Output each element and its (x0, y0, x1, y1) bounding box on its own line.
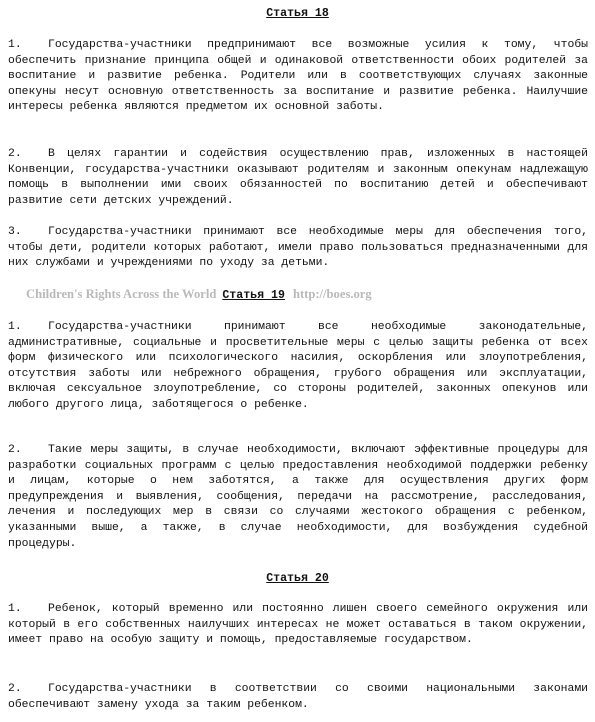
paragraph-text: Государства-участники в соответствии со своими национальными законами обеспечивают замену ухода за таким ребенком. (8, 683, 588, 711)
paragraph-number: 3. (8, 226, 22, 238)
article-19-paragraph-1 (8, 320, 588, 414)
paragraph-text: В целях гарантии и содействия осуществлению прав, изложенных в настоящей Конвенции, государства-участники оказывают родителям и законным опекунам надлежащую помощь в выполнении ими своих обязанностей по воспитанию детей и обеспечивают развитие сети детских учреждений. (8, 148, 588, 207)
paragraph-text: Ребенок, который временно или постоянно лишен своего семейного окружения или который в его собственных наилучших интересах не может оставаться в таком окружении, имеет право на особую защиту и помощь, предоставляемые государством. (8, 603, 588, 647)
article-19-paragraph-2 (8, 443, 588, 552)
article-18-paragraph-1 (8, 38, 588, 116)
paragraph-text: Такие меры защиты, в случае необходимости, включают эффективные процедуры для разработки социальных программ с целью предоставления необходимой поддержки ребенку и лицам, которые о нем заботятся, а также для осуществления других форм предупреждения и выявления, сообщения, передачи на рассмотрение, расследования, лечения и последующих мер в связи со случаями жестокого обращения с ребенком, указанными выше, а также, в случае необходимости, для возбуждения судебной процедуры. (8, 444, 588, 550)
paragraph-number: 2. (8, 148, 22, 160)
paragraph-number: 1. (8, 603, 22, 615)
article-20-heading: Статья 20 (266, 572, 329, 585)
paragraph-number: 1. (8, 39, 22, 51)
article-20-paragraph-1 (8, 602, 588, 649)
article-19-heading: Статья 19 (222, 289, 285, 302)
watermark-url: http://boes.org (292, 287, 372, 301)
paragraph-text: Государства-участники предпринимают все возможные усилия к тому, чтобы обеспечить признание принципа общей и одинаковой ответственности обоих родителей за воспитание и развитие ребенка. Родители или в соответствующих случаях законные опекуны несут основную ответственность за воспитание и развитие ребенка. Наилучшие интересы ребенка являются предметом их основной заботы. (8, 39, 588, 114)
paragraph-text: Государства-участники принимают все необходимые меры для обеспечения того, чтобы дети, родители которых работают, имели право пользоваться предназначенными для них службами и учреждениями по уходу за детьми. (8, 226, 588, 270)
paragraph-number: 2. (8, 683, 22, 695)
watermark-title: Children's Rights Across the World (26, 287, 217, 301)
watermark (26, 287, 372, 304)
paragraph-text: Государства-участники принимают все необходимые законодательные, административные, социальные и просветительные меры с целью защиты ребенка от всех форм физического или психологического насилия, оскорбления или злоупотребления, отсутствия заботы или небрежного обращения, грубого обращения или эксплуатации, включая сексуальное злоупотребление, со стороны родителей, законных опекунов или любого другого лица, заботящегося о ребенке. (8, 321, 588, 411)
article-18-heading: Статья 18 (266, 7, 329, 20)
paragraph-number: 1. (8, 321, 22, 333)
article-20-paragraph-2 (8, 682, 588, 713)
article-18-paragraph-2 (8, 147, 588, 209)
paragraph-number: 2. (8, 444, 22, 456)
article-18-paragraph-3 (8, 225, 588, 272)
